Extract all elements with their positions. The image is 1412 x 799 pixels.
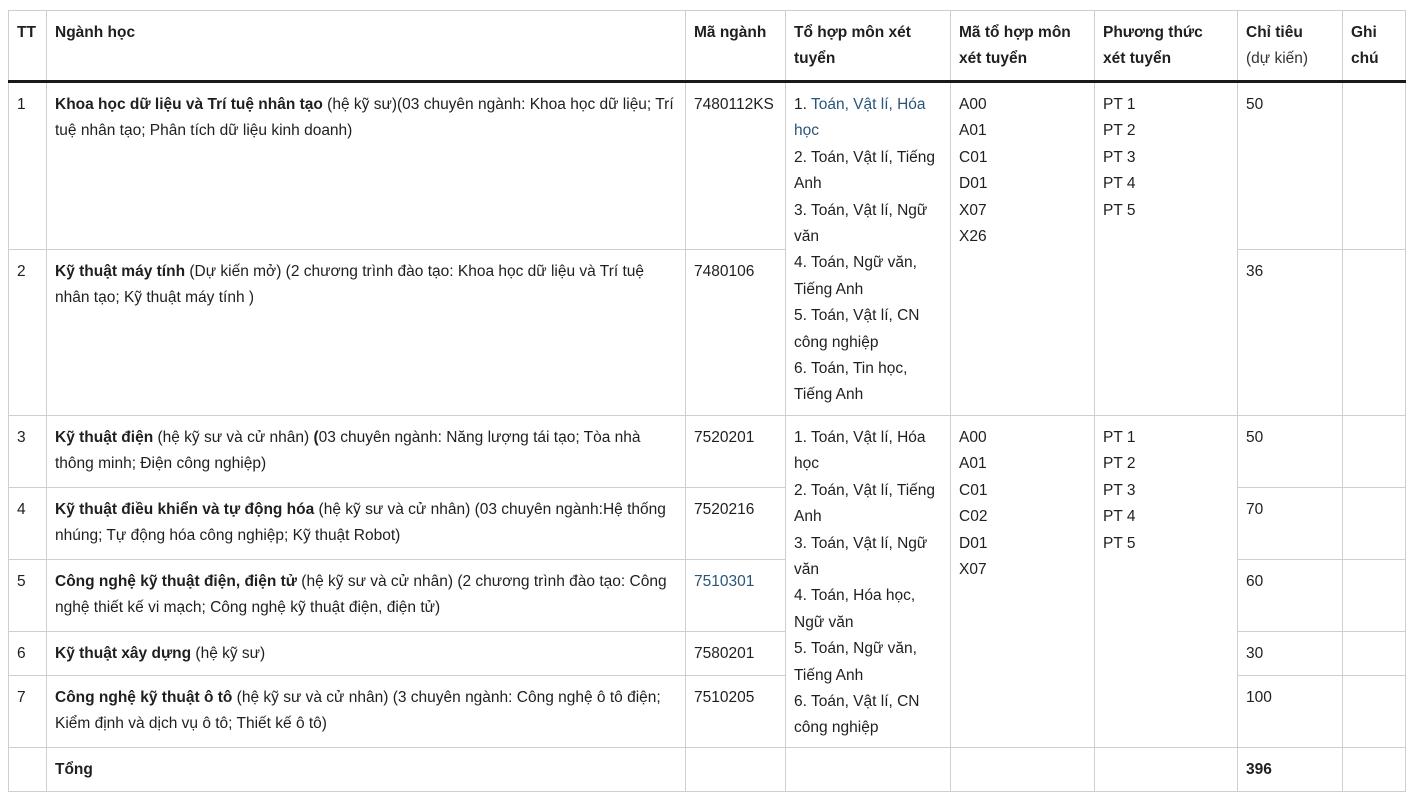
cell-chi-tieu: 70	[1238, 488, 1343, 560]
cell-to-hop-group2: 1. Toán, Vật lí, Hóa học 2. Toán, Vật lí, Tiếng Anh 3. Toán, Vật lí, Ngữ văn 4. Toán, Hóa học, Ngữ văn 5. Toán, Ngữ văn, Tiếng Anh 6. Toán, Vật lí, CN công nghiệp	[786, 416, 951, 748]
cell-nganh	[47, 82, 686, 250]
cell-nganh	[47, 560, 686, 632]
cell-nganh	[47, 632, 686, 676]
cell-ghi-chu	[1343, 82, 1406, 250]
cell-phuong-thuc-group1: PT 1 PT 2 PT 3 PT 4 PT 5	[1095, 82, 1238, 416]
total-row	[9, 748, 1406, 792]
cell-empty	[786, 748, 951, 792]
cell-phuong-thuc-group2: PT 1 PT 2 PT 3 PT 4 PT 5	[1095, 416, 1238, 748]
major-desc: (hệ kỹ sư)	[191, 645, 266, 662]
major-name: Kỹ thuật điện	[55, 429, 154, 446]
cell-tt: 1	[9, 82, 47, 250]
cell-empty	[686, 748, 786, 792]
combo-link[interactable]: Toán, Vật lí, Hóa học	[794, 96, 926, 140]
cell-nganh	[47, 416, 686, 488]
cell-ma-nganh-link[interactable]: 7510301	[686, 560, 786, 632]
cell-to-hop-group1	[786, 82, 951, 416]
cell-nganh	[47, 676, 686, 748]
admission-table	[8, 10, 1406, 792]
cell-empty	[1343, 748, 1406, 792]
cell-ma-to-hop-group1: A00 A01 C01 D01 X07 X26	[951, 82, 1095, 416]
cell-ghi-chu	[1343, 416, 1406, 488]
combo-prefix: 1.	[794, 96, 811, 113]
cell-ma-nganh: 7480112KS	[686, 82, 786, 250]
header-tt: TT	[9, 11, 47, 82]
cell-ma-nganh: 7580201	[686, 632, 786, 676]
major-desc: (Dự kiến mở) (2 chương trình đào tạo: Khoa học dữ liệu và Trí tuệ nhân tạo; Kỹ thuật máy tính )	[55, 263, 645, 307]
header-phuong-thuc: Phương thức xét tuyển	[1095, 11, 1238, 82]
cell-nganh	[47, 488, 686, 560]
major-desc: (hệ kỹ sư và cử nhân) (2 chương trình đào tạo: Công nghệ thiết kế vi mạch; Công nghệ kỹ thuật điện, điện tử)	[55, 573, 667, 617]
total-label: Tổng	[47, 748, 686, 792]
cell-ma-nganh: 7480106	[686, 250, 786, 416]
cell-tt: 4	[9, 488, 47, 560]
cell-tt: 3	[9, 416, 47, 488]
cell-chi-tieu: 36	[1238, 250, 1343, 416]
header-ma-nganh: Mã ngành	[686, 11, 786, 82]
cell-ma-nganh: 7520201	[686, 416, 786, 488]
major-desc: (hệ kỹ sư và cử nhân) (03 chuyên ngành:Hệ thống nhúng; Tự động hóa công nghiệp; Kỹ thuật Robot)	[55, 501, 666, 545]
major-desc: (hệ kỹ sư và cử nhân) (3 chuyên ngành: Công nghệ ô tô điện; Kiểm định và dịch vụ ô tô; Thiết kế ô tô)	[55, 689, 661, 733]
cell-tt: 2	[9, 250, 47, 416]
cell-ghi-chu	[1343, 250, 1406, 416]
major-desc-bold: (	[313, 429, 319, 446]
cell-ma-nganh: 7520216	[686, 488, 786, 560]
header-nganh: Ngành học	[47, 11, 686, 82]
major-desc: (hệ kỹ sư và cử nhân)	[153, 429, 314, 446]
cell-tt: 5	[9, 560, 47, 632]
cell-chi-tieu: 50	[1238, 82, 1343, 250]
major-desc-2: 03 chuyên ngành: Năng lượng tái tạo; Tòa nhà thông minh; Điện công nghiệp)	[55, 429, 641, 473]
cell-nganh	[47, 250, 686, 416]
major-name: Kỹ thuật điều khiển và tự động hóa	[55, 501, 315, 518]
cell-ghi-chu	[1343, 676, 1406, 748]
combo-list: 2. Toán, Vật lí, Tiếng Anh 3. Toán, Vật lí, Ngữ văn 4. Toán, Ngữ văn, Tiếng Anh 5. Toán, Vật lí, CN công nghiệp 6. Toán, Tin học, Tiếng Anh	[794, 148, 936, 404]
cell-tt: 7	[9, 676, 47, 748]
header-to-hop: Tổ hợp môn xét tuyển	[786, 11, 951, 82]
header-chi-tieu-label: Chỉ tiêu	[1246, 24, 1303, 41]
header-row	[9, 11, 1406, 82]
cell-ghi-chu	[1343, 560, 1406, 632]
major-name: Kỹ thuật xây dựng	[55, 645, 192, 662]
table-row	[9, 82, 1406, 250]
cell-empty	[1095, 748, 1238, 792]
cell-ghi-chu	[1343, 488, 1406, 560]
header-ghi-chu: Ghi chú	[1343, 11, 1406, 82]
cell-ghi-chu	[1343, 632, 1406, 676]
cell-empty	[951, 748, 1095, 792]
cell-tt-empty	[9, 748, 47, 792]
major-desc: (hệ kỹ sư)(03 chuyên ngành: Khoa học dữ liệu; Trí tuệ nhân tạo; Phân tích dữ liệu kinh doanh)	[55, 96, 674, 140]
major-name: Công nghệ kỹ thuật ô tô	[55, 689, 233, 706]
header-ma-to-hop: Mã tổ hợp môn xét tuyển	[951, 11, 1095, 82]
cell-ma-to-hop-group2: A00 A01 C01 C02 D01 X07	[951, 416, 1095, 748]
table-row	[9, 416, 1406, 488]
header-chi-tieu	[1238, 11, 1343, 82]
cell-chi-tieu: 100	[1238, 676, 1343, 748]
major-name: Công nghệ kỹ thuật điện, điện tử	[55, 573, 297, 590]
major-name: Kỹ thuật máy tính	[55, 263, 186, 280]
cell-chi-tieu: 30	[1238, 632, 1343, 676]
total-value: 396	[1238, 748, 1343, 792]
major-name: Khoa học dữ liệu và Trí tuệ nhân tạo	[55, 96, 323, 113]
header-chi-tieu-sub: (dự kiến)	[1246, 50, 1309, 68]
cell-chi-tieu: 50	[1238, 416, 1343, 488]
cell-ma-nganh: 7510205	[686, 676, 786, 748]
cell-tt: 6	[9, 632, 47, 676]
cell-chi-tieu: 60	[1238, 560, 1343, 632]
